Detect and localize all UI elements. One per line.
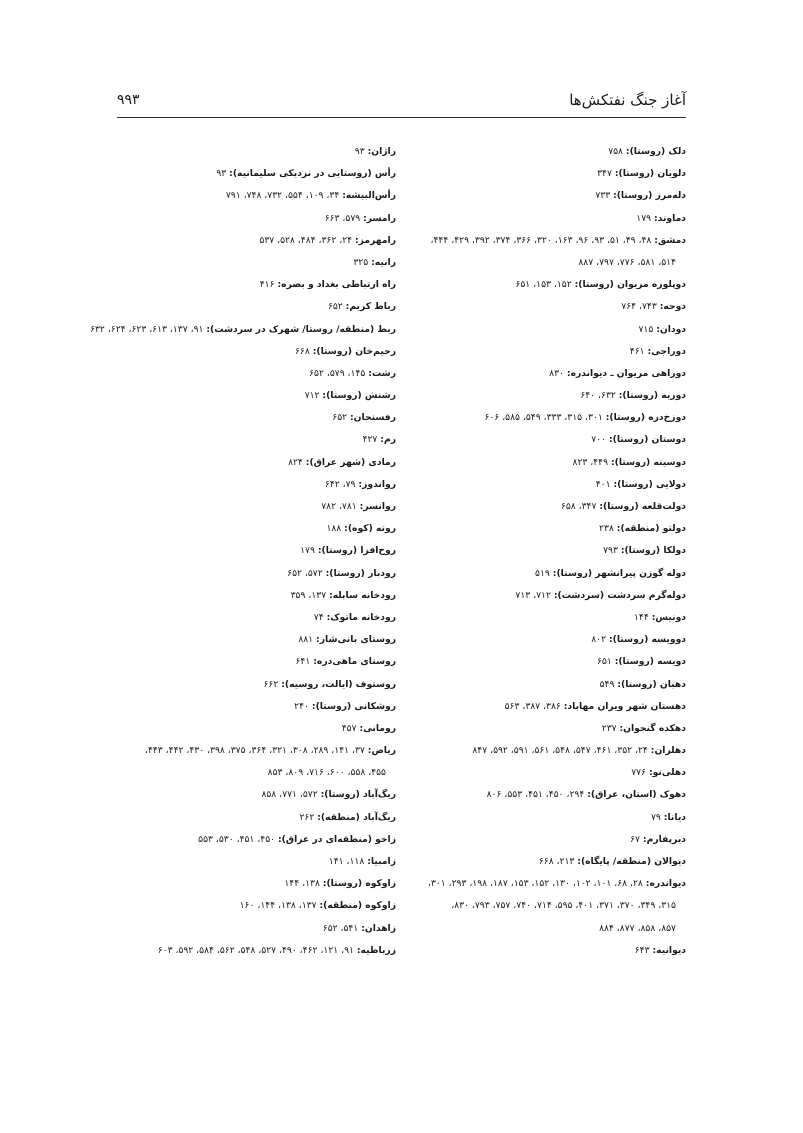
- index-term: رحیم‌خان (روستا):: [312, 345, 396, 357]
- index-entry: [106, 612, 396, 623]
- index-term: دهلی‌نو:: [648, 767, 686, 779]
- index-entry: [106, 634, 396, 645]
- index-entry: [106, 190, 396, 201]
- index-pages: ۶۶۲: [263, 678, 282, 690]
- index-term: دولتو (منطقه):: [616, 523, 686, 535]
- index-term: دوستان (روستا):: [608, 434, 686, 446]
- index-pages: ۳۷، ۱۴۱، ۲۸۹، ۳۰۸، ۳۲۱، ۳۶۴، ۳۷۵، ۳۹۸، ۴۳۰، ۴۴۲، ۴۴۳،: [144, 745, 368, 757]
- index-pages: ۹۱، ۱۳۷، ۶۱۳، ۶۲۳، ۶۲۴، ۶۳۲: [90, 323, 207, 335]
- index-pages: ۲۴، ۳۶۲، ۴۸۴، ۵۲۸، ۵۳۷: [259, 234, 355, 246]
- index-pages: ۳۰۱، ۳۱۵، ۳۳۳، ۵۴۹، ۵۸۵، ۶۰۶: [484, 412, 606, 424]
- index-pages: ۹۱، ۱۲۱، ۴۶۲، ۴۹۰، ۵۲۷، ۵۴۸، ۵۶۲، ۵۸۴، ۵۹۲، ۶۰۳: [157, 944, 357, 956]
- index-term: دوویسه (روستا):: [608, 634, 686, 646]
- index-term: دونیس:: [651, 611, 686, 623]
- index-entry: [106, 679, 396, 690]
- index-pages: ۴۶۱: [629, 345, 648, 357]
- index-term: زاخو (منطقه‌ای در عراق):: [278, 833, 396, 845]
- index-pages: ۲۳۷: [601, 722, 620, 734]
- index-term: ریگ‌آباد (روستا):: [320, 789, 396, 801]
- index-pages: ۵۱۹: [535, 567, 553, 579]
- index-term: رومانی:: [359, 722, 396, 734]
- index-term: دوربه (روستا):: [618, 390, 686, 402]
- index-pages: ۳۴۷، ۶۵۸: [560, 501, 600, 512]
- index-pages: ۲۳۸: [599, 523, 617, 535]
- index-entry: [106, 923, 396, 934]
- index-entry: [106, 479, 396, 490]
- index-entry: [106, 412, 396, 423]
- index-pages: ۶۵۲: [332, 412, 350, 424]
- index-entry: [106, 900, 396, 911]
- index-term: دماوند:: [654, 212, 686, 224]
- index-entry: [106, 301, 396, 312]
- index-pages: ۴۵۷: [341, 722, 360, 734]
- index-pages: ۲۴، ۳۵۲، ۴۶۱، ۵۴۷، ۵۴۸، ۵۶۱، ۵۹۱، ۵۹۲، ۸۴۷: [472, 745, 651, 757]
- index-term: دوسینه (روستا):: [610, 456, 686, 468]
- index-entry: [106, 368, 396, 379]
- index-entry: [106, 279, 396, 290]
- index-pages: ۲۹۴، ۴۵۰، ۴۵۱، ۵۵۳، ۸۰۶: [486, 789, 588, 801]
- index-pages-continued: ۳۱۵، ۳۴۹، ۳۷۰، ۳۷۱، ۴۰۱، ۵۹۵، ۷۱۴، ۷۴۰، ۷۵۷، ۷۹۳، ۸۳۰،: [451, 900, 676, 912]
- index-term: دوله گوزن پیرانشهر (روستا):: [552, 567, 686, 579]
- index-term: ریگ‌آباد (منطقه):: [317, 811, 396, 823]
- index-term: رم:: [380, 434, 396, 446]
- index-pages: ۸۲۴: [288, 456, 306, 468]
- index-term: دوحه:: [659, 301, 686, 313]
- index-pages-continued: ۵۱۴، ۵۸۱، ۷۷۶، ۷۹۷، ۸۸۷: [578, 256, 676, 268]
- index-term: رانیه:: [371, 256, 396, 268]
- index-term: رباط کریم:: [345, 301, 396, 313]
- index-entry: [106, 434, 396, 445]
- header-divider: [117, 117, 686, 118]
- index-pages: ۱۷۹: [300, 545, 318, 557]
- index-entry: [106, 501, 396, 512]
- index-pages: ۴۵۰، ۴۵۱، ۵۳۰، ۵۵۳: [198, 833, 278, 845]
- index-entry: [106, 213, 396, 224]
- index-pages: ۴۴۹، ۸۲۳: [572, 456, 611, 468]
- index-term: رودخانه سابله:: [329, 589, 396, 601]
- index-pages: ۹۳: [216, 168, 230, 180]
- index-term: روستای ماهی‌دره:: [313, 656, 396, 668]
- index-term: دوپلوره مریوان (روستا):: [574, 279, 686, 291]
- index-pages: ۴۲۷: [362, 434, 381, 446]
- index-term: رشت:: [368, 367, 396, 379]
- index-pages: ۲۴۰: [294, 700, 312, 712]
- index-term: زاوکوه (روستا):: [322, 878, 396, 890]
- index-entry: [106, 235, 396, 246]
- index-term: دودان:: [656, 323, 686, 335]
- index-term: راژان:: [367, 146, 396, 157]
- index-entry: [90, 323, 396, 335]
- index-term: رامهرمز:: [355, 234, 396, 246]
- index-term: ربط (منطقه/ روستا/ شهرک در سردشت):: [206, 323, 396, 335]
- index-pages: ۵۷۲، ۶۵۲: [287, 567, 326, 579]
- index-pages: ۷۱۲، ۷۱۳: [515, 589, 554, 601]
- index-term: دوراهی مریوان ـ دیواندره:: [566, 367, 686, 379]
- index-term: زاوکوه (منطقه):: [319, 900, 396, 912]
- index-pages: ۱۷۹: [636, 212, 654, 224]
- index-term: رودخانه ماتوک:: [326, 611, 396, 623]
- index-pages: ۷۹، ۶۴۲: [324, 478, 359, 490]
- index-term: دمشق:: [654, 234, 686, 246]
- index-pages: ۱۳۸، ۱۴۴: [284, 878, 323, 890]
- index-term: رأس (روستایی در نزدیکی سلیمانیه):: [229, 168, 396, 180]
- index-term: دیرپفارم:: [642, 833, 686, 845]
- index-pages: ۷۴: [313, 611, 327, 623]
- index-term: زاهدان:: [361, 922, 396, 934]
- index-entry: [106, 656, 396, 667]
- index-pages: ۶۵۲: [327, 301, 346, 313]
- index-pages: ۶۴۳: [634, 944, 653, 956]
- index-entry: [106, 257, 396, 268]
- index-entry: [106, 146, 396, 157]
- index-term: رأس‌البیشه:: [342, 190, 396, 202]
- index-term: دوزخ‌دره (روستا):: [605, 412, 686, 424]
- index-term: دویسه (روستا):: [614, 656, 686, 668]
- index-pages: ۵۷۲، ۷۷۱، ۸۵۸: [261, 789, 321, 801]
- index-pages: ۷۵۸: [608, 146, 626, 157]
- index-entry: [106, 812, 396, 823]
- index-entry: [106, 590, 396, 601]
- index-entry: [106, 346, 396, 357]
- index-term: دهلران:: [650, 745, 686, 757]
- index-pages: ۱۸۸: [326, 523, 345, 535]
- index-term: روح‌افزا (روستا):: [317, 545, 396, 557]
- index-entry: [106, 168, 396, 179]
- index-term: دولکا (روستا):: [620, 545, 686, 557]
- index-pages-continued: ۸۵۷، ۸۵۸، ۸۷۷، ۸۸۴: [599, 922, 676, 934]
- index-pages: ۷۰۰: [591, 434, 609, 446]
- index-pages: ۴۸، ۴۹، ۵۱، ۹۳، ۹۶، ۱۶۳، ۳۲۰، ۳۶۶، ۳۷۴، ۳۹۲، ۴۲۹، ۴۴۴،: [430, 234, 655, 246]
- index-term: دیواندره:: [645, 878, 686, 890]
- index-entry: [106, 390, 396, 401]
- index-pages: ۱۴۴: [633, 611, 652, 623]
- index-pages: ۶۵۱: [596, 656, 615, 668]
- index-pages: ۹۳: [354, 146, 368, 157]
- index-pages: ۳۲۵: [353, 256, 372, 268]
- index-entry: [106, 789, 396, 800]
- index-pages: ۷۱۵: [638, 323, 657, 335]
- index-pages: ۱۵۲، ۱۵۳، ۶۵۱: [515, 279, 575, 291]
- index-term: رشنش (روستا):: [322, 390, 396, 402]
- index-entry: [106, 457, 396, 468]
- index-pages: ۵۴۹: [599, 678, 618, 690]
- index-term: دولت‌قلعه (روستا):: [599, 501, 686, 512]
- page-number: ۹۹۳: [117, 92, 140, 108]
- index-term: دله‌مرز (روستا):: [613, 190, 686, 202]
- index-term: دیانا:: [663, 811, 686, 823]
- index-pages: ۵۷۹، ۶۶۳: [324, 212, 364, 224]
- index-term: رامسر:: [363, 212, 396, 224]
- index-pages: ۷۱۲: [304, 390, 323, 402]
- index-pages: ۷۸۱، ۷۸۲: [321, 501, 360, 512]
- index-term: دولایی (روستا):: [613, 478, 686, 490]
- index-entry: [106, 568, 396, 579]
- index-term: رواندوز:: [358, 478, 396, 490]
- index-entry: [106, 834, 396, 845]
- index-term: روته (کوه):: [344, 523, 396, 535]
- index-pages: ۳۴۷: [597, 168, 615, 180]
- index-pages: ۶۶۸: [294, 345, 313, 357]
- index-term: دهبان (روستا):: [617, 678, 686, 690]
- index-pages: ۸۸۱: [298, 634, 317, 646]
- index-pages: ۱۳۷، ۱۳۸، ۱۴۴، ۱۶۰: [239, 900, 320, 912]
- index-pages: ۸۳۰: [549, 367, 567, 379]
- index-term: دهکده گنجوان:: [619, 722, 686, 734]
- index-pages: ۸۰۲: [591, 634, 609, 646]
- index-term: دوله‌گرم سردشت (سردشت):: [553, 589, 686, 601]
- index-term: روشکانی (روستا):: [311, 700, 396, 712]
- index-pages: ۷۷۶: [631, 767, 649, 779]
- index-term: ریاض:: [367, 745, 396, 757]
- index-entry: [106, 545, 396, 556]
- index-term: دلویان (روستا):: [614, 168, 686, 180]
- index-term: زرباطیه:: [356, 944, 396, 956]
- index-pages: ۱۴۵، ۵۷۹، ۶۵۲: [309, 367, 369, 379]
- index-pages: ۱۱۸، ۱۴۱: [328, 856, 368, 867]
- index-entry: [106, 878, 396, 889]
- index-term: دیوالان (منطقه/ پایگاه):: [577, 856, 686, 867]
- index-pages: ۶۳۲، ۶۴۰: [580, 390, 619, 402]
- index-term: روانسر:: [359, 501, 396, 512]
- index-pages: ۲۸، ۶۸، ۱۰۱، ۱۰۲، ۱۳۰، ۱۵۲، ۱۵۳، ۱۸۷، ۱۹۸، ۲۹۳، ۳۰۱،: [427, 878, 646, 890]
- index-term: روستای بانی‌شار:: [316, 634, 396, 646]
- index-entry: [106, 745, 396, 778]
- index-entry: [106, 856, 396, 867]
- index-column-left: [90, 146, 396, 967]
- index-pages: ۵۴۱، ۶۵۲: [322, 922, 362, 934]
- index-term: دوراجی:: [647, 345, 686, 357]
- index-term: دلک (روستا):: [625, 146, 686, 157]
- index-pages: ۲۶۲: [299, 811, 318, 823]
- index-term: زامبیا:: [367, 856, 396, 867]
- index-pages: ۷۹: [651, 811, 664, 823]
- index-term: دیوانیه:: [652, 944, 686, 956]
- index-pages: ۴۱۶: [259, 279, 278, 291]
- index-pages: ۶۴۱: [295, 656, 314, 668]
- index-pages: ۷۳۳: [595, 190, 614, 202]
- index-pages: ۷۴۳، ۷۶۴: [621, 301, 660, 313]
- index-pages: ۱۳۷، ۳۵۹: [290, 589, 330, 601]
- index-term: روستوف (ایالت، روسیه):: [281, 678, 396, 690]
- index-pages: ۴۰۱: [595, 478, 614, 490]
- index-term: دهوک (استان، عراق):: [587, 789, 686, 801]
- index-pages: ۶۷: [630, 833, 643, 845]
- index-term: دهستان شهر ویران مهاباد:: [563, 700, 686, 712]
- index-term: رمادی (شهر عراق):: [305, 456, 396, 468]
- index-term: راه ارتباطی بغداد و بصره:: [277, 279, 396, 291]
- index-entry: [106, 945, 396, 956]
- index-term: رودبار (روستا):: [325, 567, 396, 579]
- index-entry: [106, 701, 396, 712]
- index-pages: ۷۹۳: [603, 545, 621, 557]
- index-pages-continued: ۴۵۵، ۵۵۸، ۶۰۰، ۷۱۶، ۸۰۹، ۸۵۳: [267, 767, 386, 779]
- index-pages: ۳۴، ۱۰۹، ۵۵۴، ۷۳۲، ۷۴۸، ۷۹۱: [225, 190, 343, 202]
- index-entry: [106, 523, 396, 534]
- running-header-title: آغاز جنگ نفتکش‌ها: [569, 91, 686, 109]
- index-pages: ۳۸۶، ۳۸۷، ۵۶۳: [504, 700, 564, 712]
- index-pages: ۲۱۳، ۶۶۸: [538, 856, 578, 867]
- index-entry: [106, 723, 396, 734]
- index-term: رفسنجان:: [350, 412, 396, 424]
